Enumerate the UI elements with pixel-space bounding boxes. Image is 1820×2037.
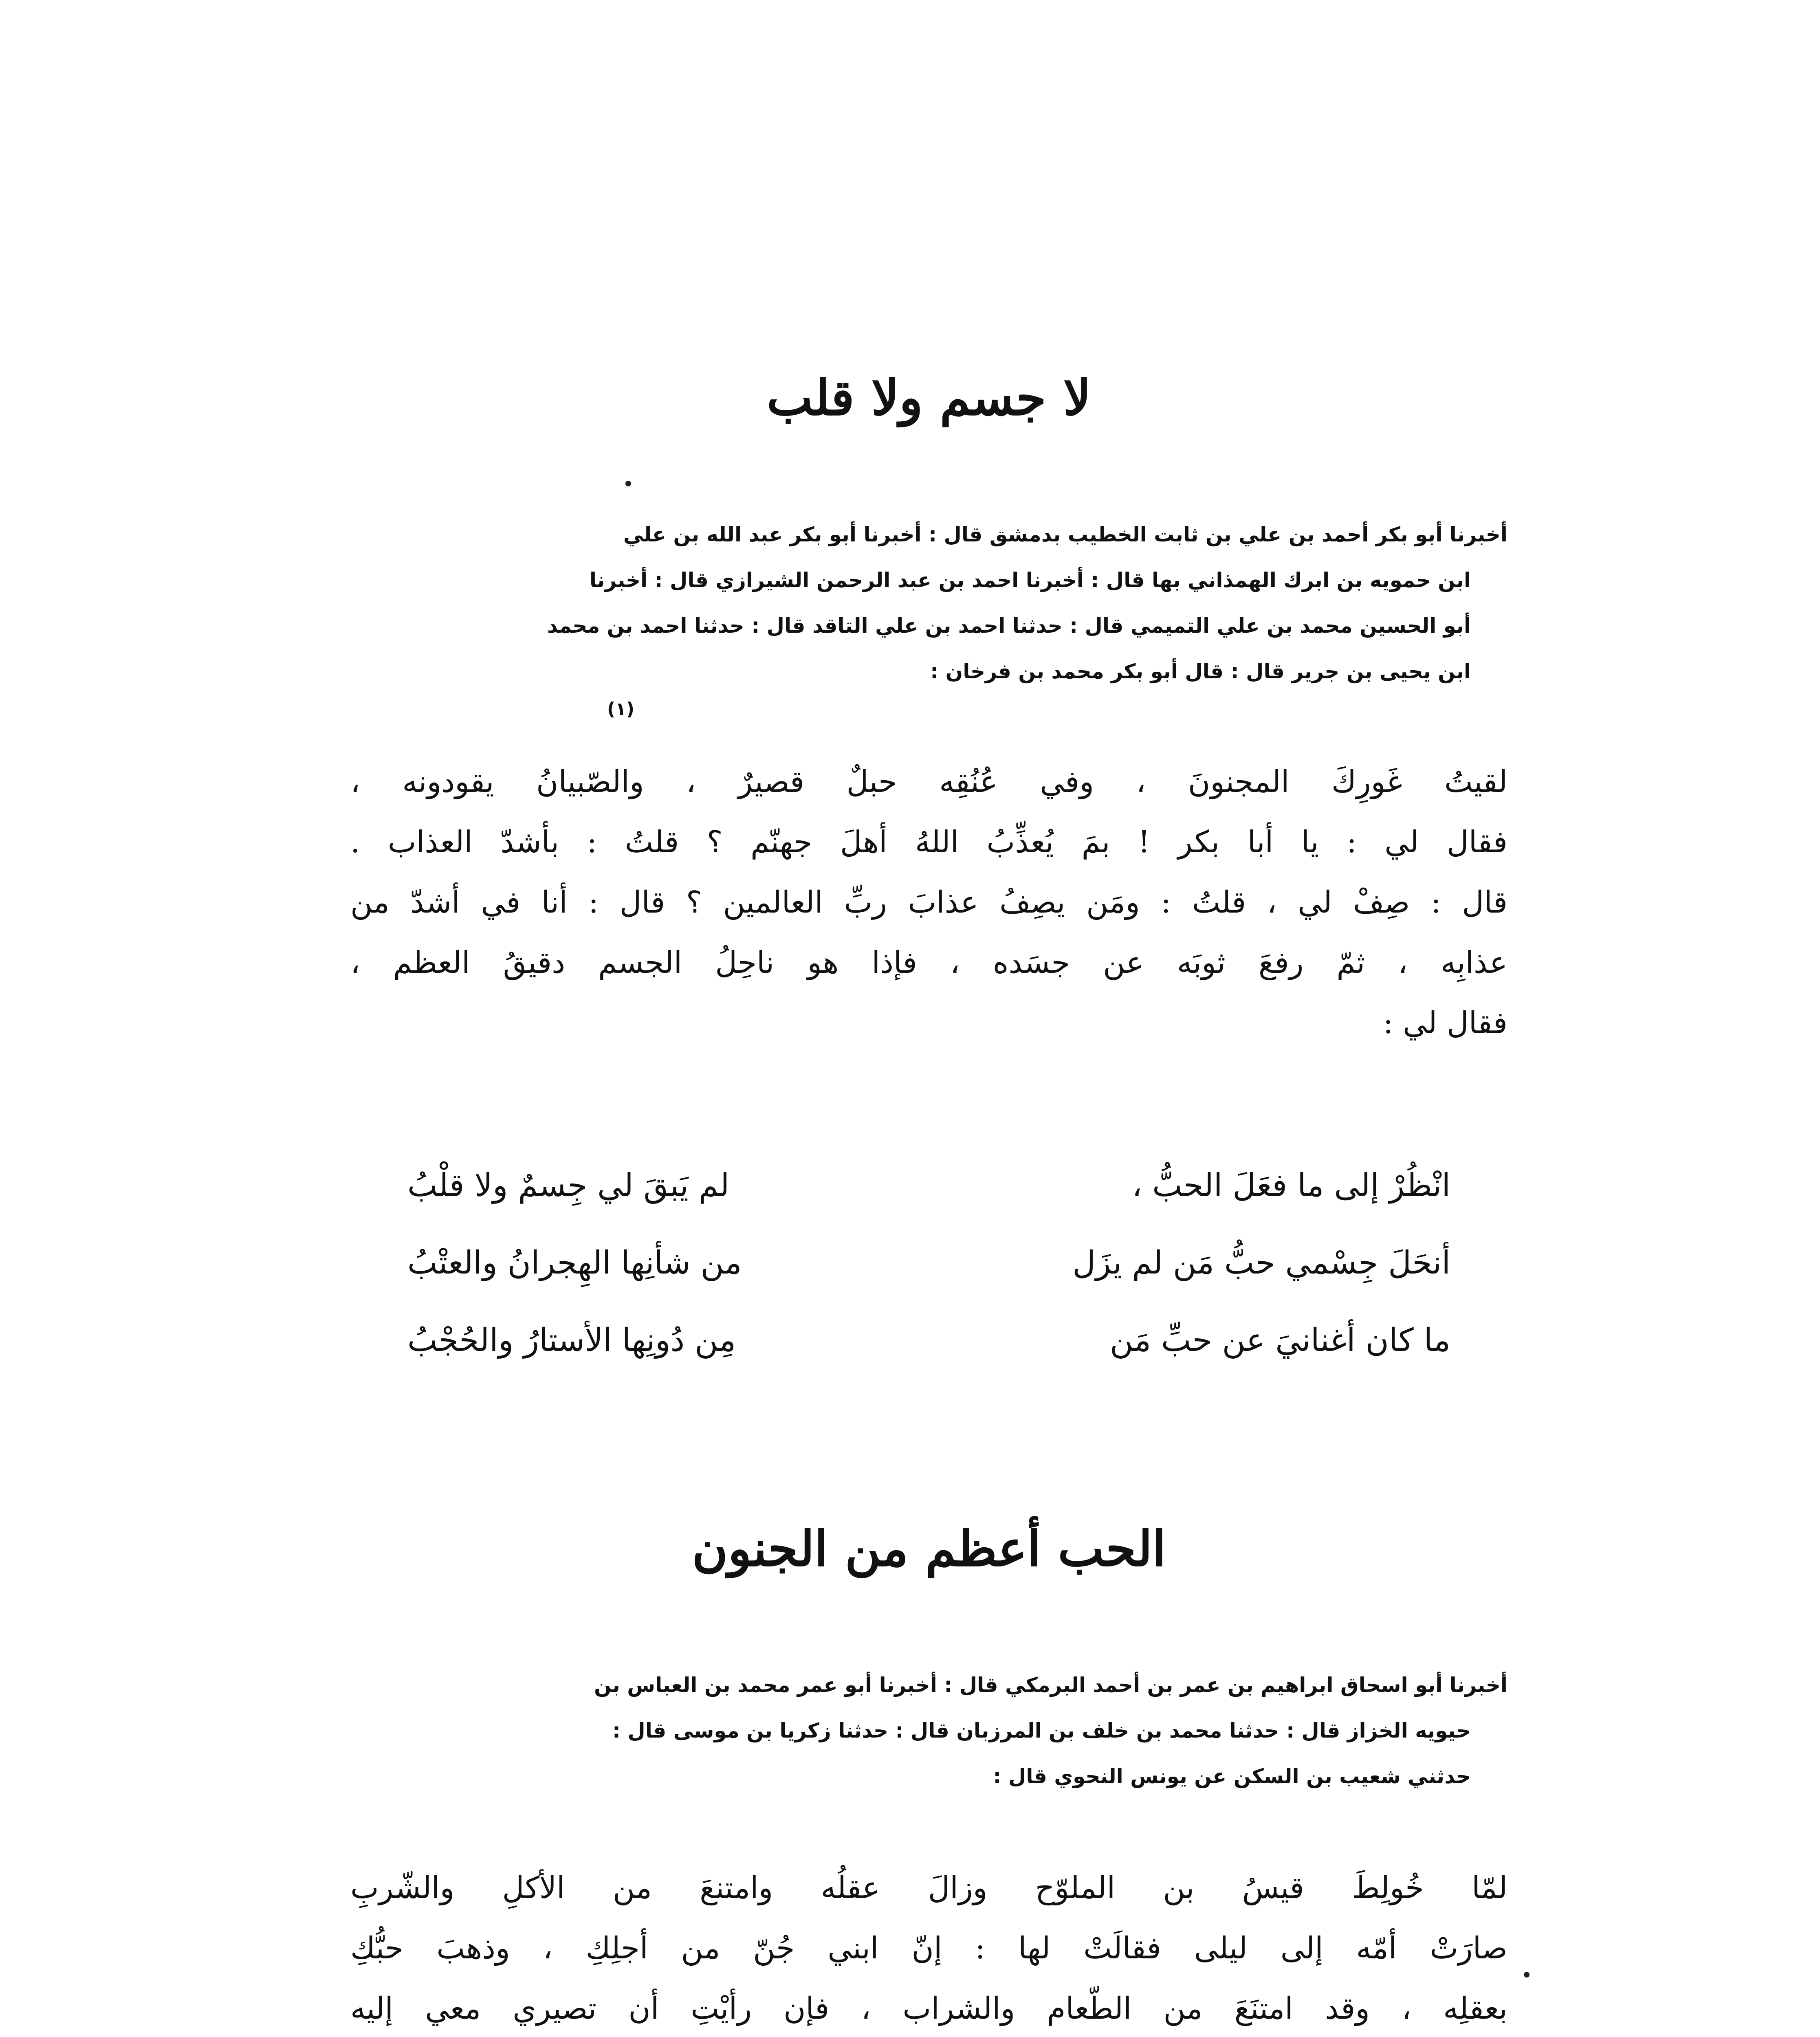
verse-second-hemistich: من شأنِها الهِجرانُ والعتْبُ (407, 1245, 742, 1281)
text-column (350, 0, 1507, 2037)
body-line: قال : صِفْ لي ، قلتُ : ومَن يصِفُ عذابَ ربِّ العالمين ؟ قال : أنا في أشدّ من (350, 885, 1507, 920)
verse-line (407, 1224, 1450, 1302)
isnad-block-1 (350, 512, 1507, 694)
verse-first-hemistich: ما كان أغنانيَ عن حبِّ مَن (1109, 1322, 1450, 1359)
verse-first-hemistich: انْظُرْ إلى ما فعَلَ الحبُّ ، (1132, 1167, 1450, 1204)
isnad-line: ابن يحيى بن جرير قال : قال أبو بكر محمد بن فرخان : (930, 660, 1471, 683)
isnad-line: ابن حمويه بن ابرك الهمذاني بها قال : أخبرنا احمد بن عبد الرحمن الشيرازي قال : أخبرنا (589, 568, 1471, 592)
isnad-block-2 (350, 1662, 1507, 1799)
body-line: صارَتْ أمّه إلى ليلى فقالَتْ لها : إنّ ابني جُنّ من أجلِكِ ، وذهبَ حبُّكِ (350, 1931, 1507, 1966)
body-line: فقال لي : يا أبا بكر ! بمَ يُعذِّبُ اللهُ أهلَ جهنّم ؟ قلتُ : بأشدّ العذاب . (350, 825, 1507, 860)
body-text-2 (350, 1858, 1507, 2037)
isnad-line: حيويه الخزاز قال : حدثنا محمد بن خلف بن المرزبان قال : حدثنا زكريا بن موسى قال : (612, 1719, 1471, 1742)
body-line: لمّا خُولِطَ قيسُ بن الملوّح وزالَ عقلُه وامتنعَ من الأكلِ والشّربِ (350, 1870, 1507, 1905)
verse-second-hemistich: لم يَبقَ لي جِسمٌ ولا قلْبُ (407, 1167, 730, 1204)
verse-first-hemistich: أنحَلَ جِسْمي حبُّ مَن لم يزَل (1072, 1245, 1450, 1281)
isnad-line: أخبرنا أبو اسحاق ابراهيم بن عمر بن أحمد البرمكي قال : أخبرنا أبو عمر محمد بن العباس بن (594, 1673, 1507, 1697)
poem-verses (407, 1147, 1450, 1379)
verse-second-hemistich: مِن دُونِها الأستارُ والحُجْبُ (407, 1322, 736, 1359)
body-line: بعقلِه ، وقد امتنَعَ من الطّعام والشراب ، فإن رأيْتِ أن تصيري معي إليه (350, 1991, 1507, 2026)
body-line: عذابِه ، ثمّ رفعَ ثوبَه عن جسَده ، فإذا هو ناحِلُ الجسم دقيقُ العظم ، (350, 945, 1507, 980)
section-title-1: لا جسم ولا قلب (766, 369, 1092, 427)
verse-line (407, 1302, 1450, 1379)
isnad-line: أبو الحسين محمد بن علي التميمي قال : حدثنا احمد بن علي التاقد قال : حدثنا احمد بن محمد (547, 614, 1471, 638)
footnote-marker: (١) (607, 699, 635, 719)
isnad-line: أخبرنا أبو بكر أحمد بن علي بن ثابت الخطيب بدمشق قال : أخبرنا أبو بكر عبد الله بن علي (623, 523, 1507, 546)
body-line: لقيتُ غَورِكَ المجنونَ ، وفي عُنُقِه حبلٌ قصيرٌ ، والصّبيانُ يقودونه ، (350, 764, 1507, 799)
isnad-line: حدثني شعيب بن السكن عن يونس النحوي قال : (993, 1764, 1471, 1788)
body-line: فقال لي : (1383, 1005, 1507, 1040)
verse-line (407, 1147, 1450, 1224)
section-title-2: الحب أعظم من الجنون (692, 1520, 1166, 1577)
body-text-1 (350, 752, 1507, 1053)
print-speck (1524, 1972, 1530, 1978)
print-speck (625, 481, 631, 486)
